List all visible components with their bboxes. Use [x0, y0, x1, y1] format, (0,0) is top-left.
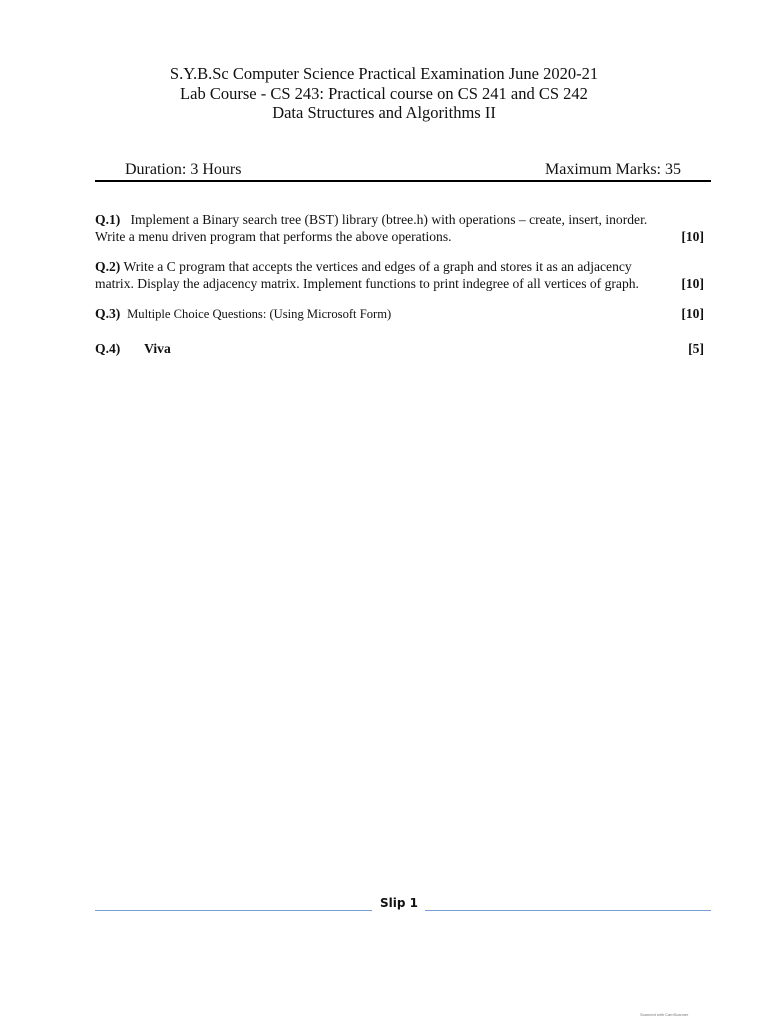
- question-1: [95, 211, 704, 245]
- question-marks: [10]: [681, 229, 704, 244]
- slip-footer: [95, 896, 711, 918]
- question-text-line: Write a menu driven program that performs the above operations.: [95, 229, 452, 244]
- question-text-line: Implement a Binary search tree (BST) library (btree.h) with operations – create, insert, inorder.: [130, 212, 648, 227]
- footer-rule-right: [425, 910, 711, 911]
- question-marks: [10]: [681, 306, 704, 321]
- header-divider: [95, 180, 711, 182]
- exam-title: S.Y.B.Sc Computer Science Practical Examination June 2020-21: [169, 64, 599, 83]
- scanner-watermark: Scanned with CamScanner: [640, 1012, 689, 1017]
- question-number: Q.2): [95, 259, 121, 274]
- question-text-line: matrix. Display the adjacency matrix. Implement functions to print indegree of all vertices of graph.: [95, 276, 639, 291]
- question-number: Q.3): [95, 306, 121, 321]
- question-3: [95, 305, 704, 323]
- exam-header: [0, 64, 768, 123]
- slip-label: Slip 1: [380, 896, 418, 910]
- question-text-line: Multiple Choice Questions: (Using Microsoft Form): [127, 307, 392, 321]
- question-text-line: Write a C program that accepts the vertices and edges of a graph and stores it as an adjacency: [123, 259, 632, 274]
- duration-label: Duration: 3 Hours: [125, 161, 242, 178]
- lab-course-title: Lab Course - CS 243: Practical course on CS 241 and CS 242: [180, 83, 588, 103]
- footer-rule-left: [95, 910, 372, 911]
- question-number: Q.4): [95, 341, 121, 356]
- maximum-marks-label: Maximum Marks: 35: [545, 161, 681, 178]
- question-2: [95, 258, 704, 292]
- question-marks: [10]: [681, 276, 704, 291]
- question-text-line: Viva: [144, 341, 171, 356]
- question-marks: [5]: [688, 341, 704, 356]
- subject-title: Data Structures and Algorithms II: [272, 103, 496, 122]
- question-number: Q.1): [95, 212, 121, 227]
- question-4: [95, 340, 704, 357]
